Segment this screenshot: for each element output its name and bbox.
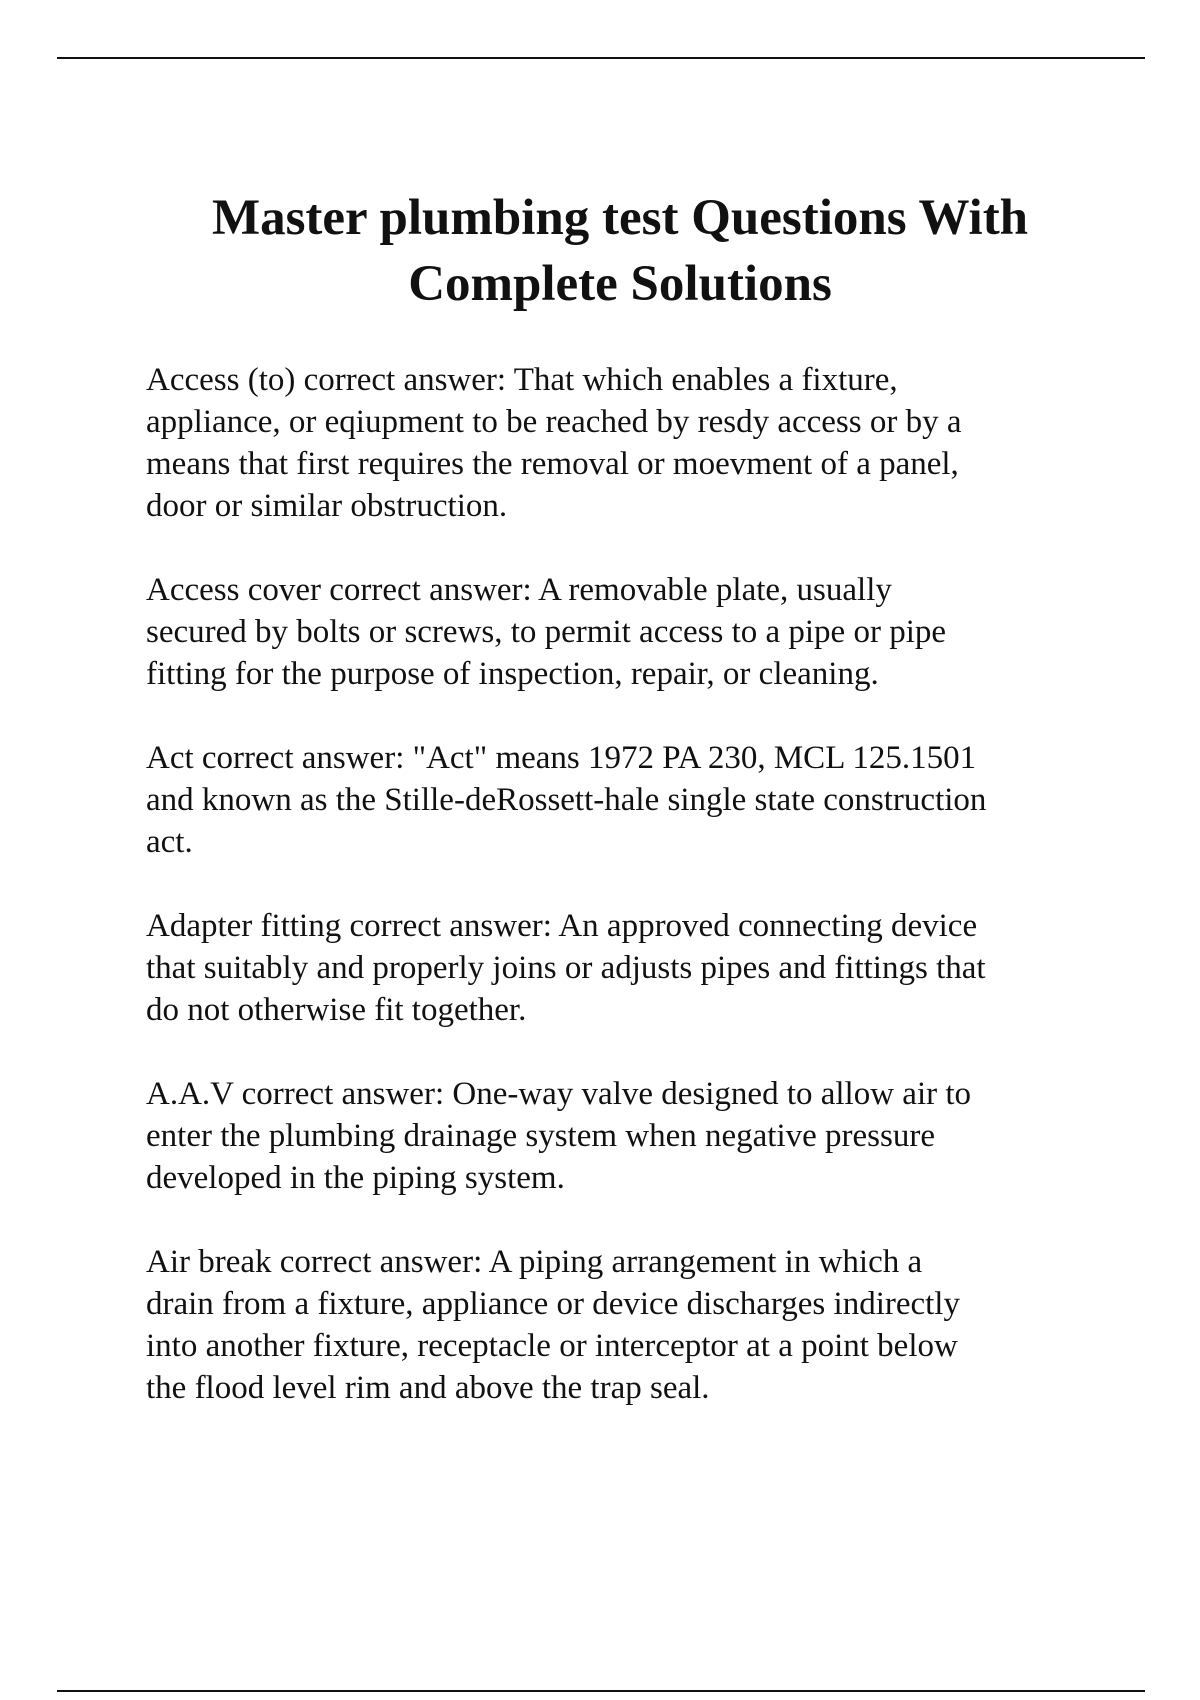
top-rule xyxy=(57,57,1145,59)
entry-act: Act correct answer: "Act" means 1972 PA 230, MCL 125.1501 and known as the Stille-deRossett-hale single state construction act. xyxy=(146,740,987,860)
bottom-rule xyxy=(57,1690,1145,1692)
entry-access-cover: Access cover correct answer: A removable plate, usually secured by bolts or screws, to permit access to a pipe or pipe fitting for the purpose of inspection, repair, or cleaning. xyxy=(146,572,947,692)
entry-adapter-fitting: Adapter fitting correct answer: An approved connecting device that suitably and properly joins or adjusts pipes and fittings that do not otherwise fit together. xyxy=(146,908,986,1028)
entry-access-to: Access (to) correct answer: That which enables a fixture, appliance, or eqiupment to be reached by resdy access or by a means that first requires the removal or moevment of a panel, door or similar obstruction. xyxy=(146,362,962,524)
entry-air-break: Air break correct answer: A piping arrangement in which a drain from a fixture, appliance or device discharges indirectly into another fixture, receptacle or interceptor at a point below the flood level rim and above the trap seal. xyxy=(146,1244,960,1406)
document-title: Master plumbing test Questions With Complete Solutions xyxy=(211,190,1029,312)
entry-list xyxy=(146,359,1076,1451)
entry-aav: A.A.V correct answer: One-way valve designed to allow air to enter the plumbing drainage system when negative pressure developed in the piping system. xyxy=(146,1076,972,1196)
